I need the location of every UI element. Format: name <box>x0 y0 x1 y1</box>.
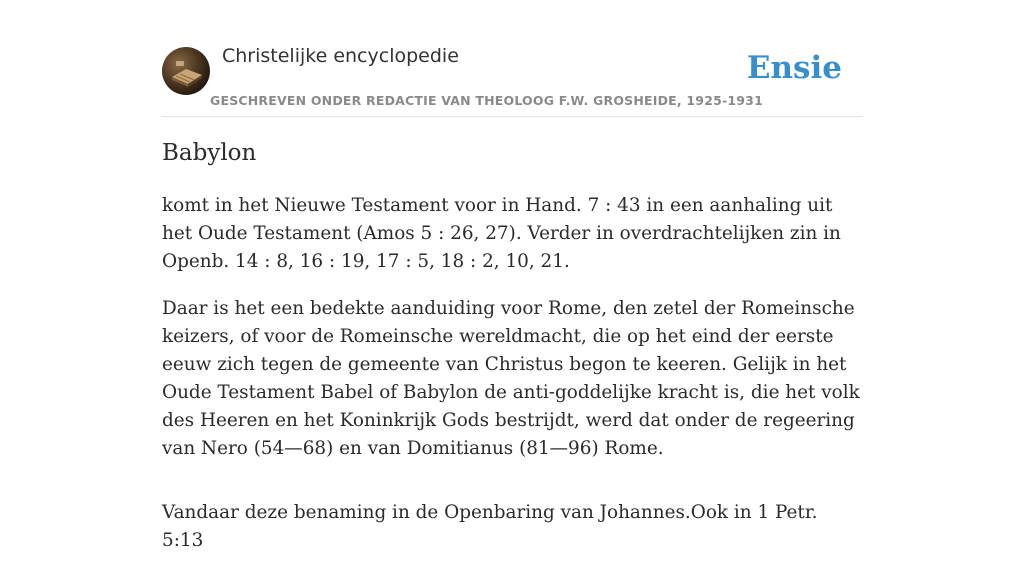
header <box>162 0 862 117</box>
page <box>162 0 862 551</box>
book-title[interactable]: Christelijke encyclopedie <box>222 45 459 67</box>
ensie-logo-link[interactable]: Ensie <box>746 50 842 86</box>
book-cover-avatar[interactable] <box>162 47 210 95</box>
paragraph: komt in het Nieuwe Testament voor in Hand. 7 : 43 in een aanhaling uit het Oude Testament (Amos 5 : 26, 27). Verder in overdrachtelijken zin in Openb. 14 : 8, 16 : 19, 17 : 5, 18 : 2, 10, 21. <box>162 195 841 272</box>
article-title: Babylon <box>162 140 257 166</box>
paragraph: Daar is het een bedekte aanduiding voor Rome, den zetel der Romeinsche keizers, of voor de Romeinsche wereldmacht, die op het eind der eerste eeuw zich tegen de gemeente van Christus begon te keeren. Gelijk in het Oude Testament Babel of Babylon de anti-goddelijke kracht is, die het volk des Heeren en het Koninkrijk Gods bestrijdt, werd dat onder de regeering van Nero (54—68) en van Domitianus (81—96) Rome. <box>162 298 860 459</box>
book-subtitle: GESCHREVEN ONDER REDACTIE VAN THEOLOOG F.W. GROSHEIDE, 1925-1931 <box>210 93 763 108</box>
paragraph: Vandaar deze benaming in de Openbaring van Johannes.Ook in 1 Petr. 5:13 <box>162 502 818 551</box>
article-body <box>162 192 862 574</box>
book-icon <box>162 47 210 95</box>
